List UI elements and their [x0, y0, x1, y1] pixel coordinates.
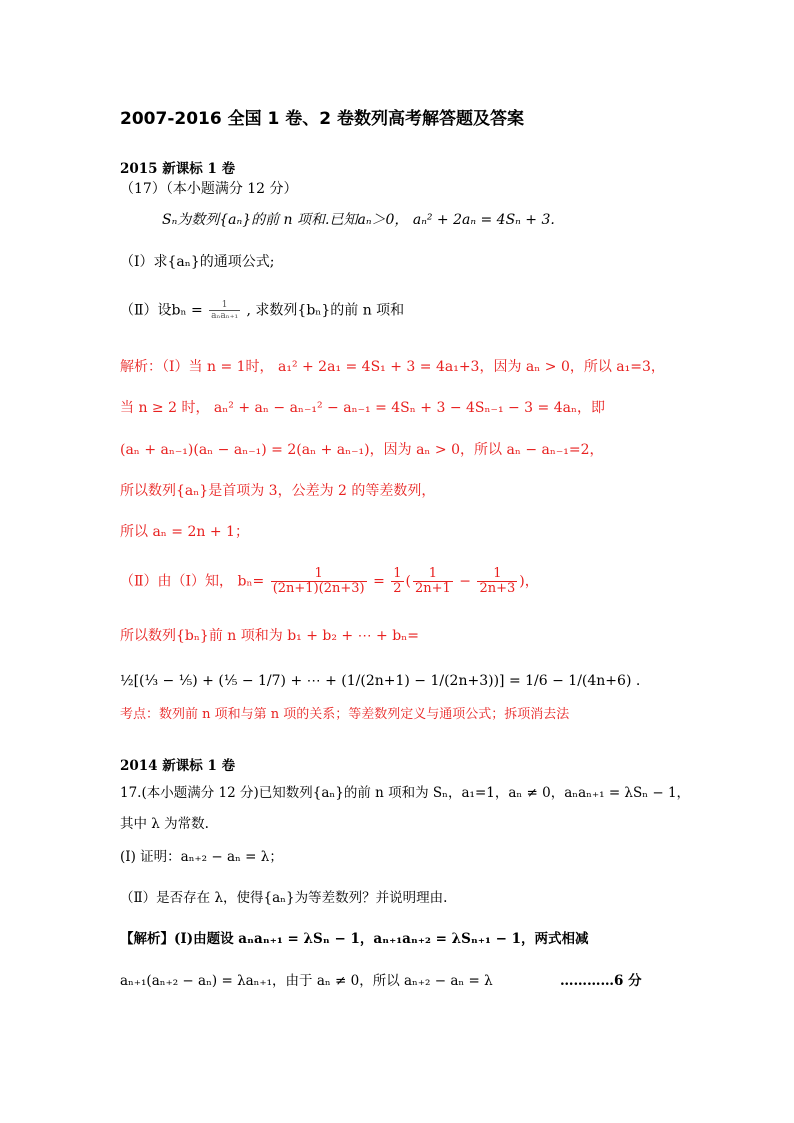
part2-prefix: （Ⅱ）设bₙ =	[120, 302, 203, 319]
solution-line-8: ½[(⅓ − ⅕) + (⅕ − 1/7) + ⋯ + (1/(2n+1) − 1/(2n+3))] = 1/6 − 1/(4n+6) .	[120, 673, 641, 689]
section-heading-2014: 2014 新课标 1 卷	[120, 758, 236, 774]
fraction-denominator: aₙaₙ₊₁	[211, 311, 239, 321]
fraction-denominator: 2n+3	[479, 581, 516, 596]
line6-prefix: （Ⅱ）由（Ⅰ）知， bₙ=	[120, 573, 265, 590]
section-heading-2015: 2015 新课标 1 卷	[120, 161, 236, 177]
line6-fraction-2	[391, 567, 403, 596]
part2-suffix: , 求数列{bₙ}的前 n 项和	[246, 302, 405, 319]
question-2014-line-2: 其中 λ 为常数.	[120, 816, 209, 832]
kaodian-note: 考点：数列前 n 项和与第 n 项的关系；等差数列定义与通项公式；拆项消去法	[120, 707, 570, 722]
question-text: Sₙ为数列{aₙ}的前 n 项和.已知aₙ＞0， aₙ² + 2aₙ = 4Sₙ + 3.	[162, 212, 555, 228]
solution-line-6: （Ⅱ）由（Ⅰ）知， bₙ= $\frac{1}{(2n+1)(2n+3)}$ = $\frac{1}{2}$ ( $\frac{1}{2n+1}$ − $\frac{1}{2n+3}$ )，	[120, 566, 539, 596]
question-part-1: （Ⅰ）求{aₙ}的通项公式;	[120, 254, 275, 270]
solution-line-4: 所以数列{aₙ}是首项为 3，公差为 2 的等差数列，	[120, 483, 436, 499]
line6-equals: =	[373, 573, 385, 590]
fraction-numerator: 1	[393, 566, 402, 581]
solution-line-5: 所以 aₙ = 2n + 1；	[120, 524, 249, 540]
fraction-numerator: 1	[314, 566, 323, 581]
line6-end: )，	[519, 573, 539, 590]
fraction-denominator: (2n+1)(2n+3)	[272, 581, 365, 596]
fraction-denominator: 2n+1	[415, 581, 451, 596]
question-2014-part-2: （Ⅱ）是否存在 λ，使得{aₙ}为等差数列？并说明理由.	[120, 890, 448, 906]
solution-2014-line-2: aₙ₊₁(aₙ₊₂ − aₙ) = λaₙ₊₁，由于 aₙ ≠ 0，所以 aₙ₊₂ − aₙ = λ	[120, 973, 493, 989]
solution-line-3: (aₙ + aₙ₋₁)(aₙ − aₙ₋₁) = 2(aₙ + aₙ₋₁)，因为 aₙ > 0，所以 aₙ − aₙ₋₁=2，	[120, 442, 604, 458]
solution-line-1: 解析：（Ⅰ）当 n = 1时， a₁² + 2a₁ = 4S₁ + 3 = 4a₁+3，因为 aₙ > 0，所以 a₁=3，	[120, 359, 665, 375]
page-title: 2007-2016 全国 1 卷、2 卷数列高考解答题及答案	[120, 109, 525, 129]
line6-fraction-4	[477, 567, 517, 596]
question-part-2	[120, 300, 404, 321]
question-2014-part-1: (Ⅰ) 证明：aₙ₊₂ − aₙ = λ；	[120, 849, 283, 865]
line6-minus: −	[459, 573, 471, 590]
line6-fraction-3	[413, 567, 453, 596]
line6-fraction-1	[271, 567, 367, 596]
question-2014-line-1: 17.(本小题满分 12 分)已知数列{aₙ}的前 n 项和为 Sₙ，a₁=1，aₙ ≠ 0，aₙaₙ₊₁ = λSₙ − 1，	[120, 785, 691, 801]
solution-line-7: 所以数列{bₙ}前 n 项和为 b₁ + b₂ + ⋯ + bₙ=	[120, 628, 419, 644]
fraction-numerator: 1	[221, 300, 228, 310]
fraction-denominator: 2	[393, 581, 402, 596]
solution-line-2: 当 n ≥ 2 时， aₙ² + aₙ − aₙ₋₁² − aₙ₋₁ = 4Sₙ + 3 − 4Sₙ₋₁ − 3 = 4aₙ，即	[120, 400, 606, 416]
solution-2014-line-1: 【解析】(Ⅰ)由题设 aₙaₙ₊₁ = λSₙ − 1，aₙ₊₁aₙ₊₂ = λSₙ₊₁ − 1，两式相减	[120, 931, 589, 947]
fraction-numerator: 1	[428, 566, 438, 581]
part2-fraction	[209, 300, 240, 321]
question-number: （17）（本小题满分 12 分）	[120, 181, 298, 197]
fraction-numerator: 1	[493, 566, 502, 581]
score-marker: …………6 分	[560, 973, 642, 989]
